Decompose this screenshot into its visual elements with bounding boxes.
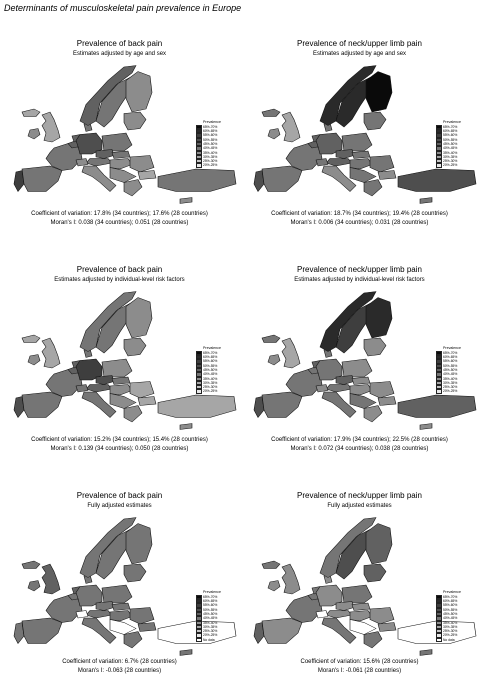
map-panel-6 (240, 452, 479, 678)
legend-label: 40%-45% (203, 146, 218, 151)
country-cyprus (420, 424, 432, 430)
country-greece (364, 180, 382, 197)
map-panel-1 (0, 0, 242, 226)
legend-label: 20%-25% (203, 163, 218, 168)
country-poland (102, 585, 132, 603)
prevalence-legend (196, 590, 221, 642)
country-iceland (22, 109, 40, 117)
stat-line: Coefficient of variation: 15.2% (34 countries); 15.4% (28 countries) (31, 437, 208, 443)
legend-label: 25%-30% (203, 159, 218, 164)
country-bulgaria (378, 171, 396, 180)
country-finland (366, 524, 392, 565)
legend-label: 35%-40% (203, 376, 218, 381)
country-uk (42, 112, 60, 142)
legend-label: 30%-35% (443, 154, 458, 159)
legend-title: Prevalence (443, 346, 461, 350)
legend-label: 60%-65% (443, 599, 458, 604)
country-czechia (96, 376, 114, 385)
country-iceland (262, 335, 280, 343)
stat-line: Moran's I: -0.063 (28 countries) (77, 668, 162, 674)
country-slovakia (112, 603, 130, 611)
panel-title: Prevalence of neck/upper limb pain (297, 265, 422, 274)
legend-label: 50%-55% (203, 607, 218, 612)
legend-label: 55%-60% (203, 133, 218, 138)
country-slovakia (352, 377, 370, 385)
country-poland (102, 359, 132, 377)
legend-label: 60%-65% (203, 355, 218, 360)
country-ireland (268, 355, 280, 366)
country-switzerland (316, 611, 328, 619)
country-uk (282, 564, 300, 594)
stat-line: Coefficient of variation: 17.9% (34 countries); 22.5% (28 countries) (271, 437, 448, 443)
prevalence-legend (436, 590, 461, 642)
country-balkans (350, 620, 376, 635)
country-iceland (262, 109, 280, 117)
country-romania (130, 382, 154, 399)
prevalence-legend (196, 120, 221, 168)
legend-label: 40%-45% (203, 616, 218, 621)
country-slovakia (112, 377, 130, 385)
country-cyprus (180, 198, 192, 204)
legend-label: 20%-25% (443, 633, 458, 638)
legend-label: 50%-55% (203, 363, 218, 368)
country-uk (42, 338, 60, 368)
country-turkey (158, 169, 236, 192)
country-romania (370, 156, 394, 173)
legend-label: 35%-40% (443, 150, 458, 155)
country-slovakia (352, 603, 370, 611)
stat-line: Moran's I: -0.061 (28 countries) (317, 668, 402, 674)
country-bulgaria (138, 397, 156, 406)
country-spain (22, 166, 62, 192)
country-austria (86, 159, 112, 167)
country-iceland (262, 561, 280, 569)
legend-title: Prevalence (443, 120, 461, 124)
legend-label: 30%-35% (203, 380, 218, 385)
country-spain (22, 392, 62, 418)
country-romania (130, 156, 154, 173)
legend-label: 45%-50% (203, 141, 218, 146)
stat-line: Coefficient of variation: 17.8% (34 countries); 17.6% (28 countries) (31, 211, 208, 217)
legend-label: 55%-60% (443, 603, 458, 608)
legend-swatch (436, 638, 442, 642)
country-switzerland (76, 385, 88, 393)
panel-subtitle: Estimates adjusted by age and sex (312, 51, 407, 57)
country-balkans (110, 168, 136, 183)
country-baltics (364, 564, 386, 582)
country-ireland (28, 129, 40, 140)
country-cyprus (180, 424, 192, 430)
legend-label: 25%-30% (443, 159, 458, 164)
country-baltics (364, 338, 386, 356)
country-turkey (158, 395, 236, 418)
legend-label: 55%-60% (203, 359, 218, 364)
legend-label: 45%-50% (203, 367, 218, 372)
country-baltics (124, 564, 146, 582)
legend-label: 35%-40% (443, 376, 458, 381)
country-baltics (124, 338, 146, 356)
panel-title: Prevalence of neck/upper limb pain (297, 491, 422, 500)
country-poland (342, 359, 372, 377)
country-balkans (350, 168, 376, 183)
legend-label: 40%-45% (443, 616, 458, 621)
legend-label: 35%-40% (443, 620, 458, 625)
legend-swatch (436, 389, 442, 393)
panel-stats (240, 658, 479, 676)
country-hungary (110, 611, 132, 622)
country-hungary (350, 611, 372, 622)
country-romania (370, 608, 394, 625)
legend-label: 60%-65% (443, 129, 458, 134)
country-hungary (110, 385, 132, 396)
legend-label: 45%-50% (443, 141, 458, 146)
country-finland (126, 298, 152, 339)
country-switzerland (316, 159, 328, 167)
legend-label: 60%-65% (203, 129, 218, 134)
stat-line: Coefficient of variation: 18.7% (34 countries); 19.4% (28 countries) (271, 211, 448, 217)
legend-label: 25%-30% (443, 385, 458, 390)
prevalence-legend (196, 346, 221, 394)
country-baltics (364, 112, 386, 130)
legend-entry (436, 389, 461, 393)
country-czechia (336, 376, 354, 385)
country-uk (282, 338, 300, 368)
country-greece (124, 632, 142, 649)
country-hungary (110, 159, 132, 170)
country-switzerland (76, 159, 88, 167)
legend-label: 65%-70% (443, 350, 458, 355)
country-uk (42, 564, 60, 594)
stat-line: Moran's I: 0.038 (34 countries); 0.051 (28 countries) (50, 220, 189, 226)
country-iceland (22, 335, 40, 343)
panel-subtitle: Fully adjusted estimates (87, 503, 152, 509)
stat-line: Moran's I: 0.006 (34 countries); 0.031 (28 countries) (290, 220, 429, 226)
legend-label: 40%-45% (443, 372, 458, 377)
legend-entry (196, 389, 221, 393)
map-panel-4 (240, 226, 479, 452)
map-panel-5 (0, 452, 239, 678)
country-bulgaria (138, 623, 156, 632)
legend-title: Prevalence (443, 590, 461, 594)
panel-title: Prevalence of back pain (76, 265, 163, 274)
country-poland (342, 133, 372, 151)
prevalence-legend (436, 120, 461, 168)
legend-label: 60%-65% (203, 599, 218, 604)
country-greece (124, 180, 142, 197)
country-bulgaria (378, 623, 396, 632)
legend-swatch (196, 638, 202, 642)
legend-label: 40%-45% (443, 146, 458, 151)
legend-label: 45%-50% (443, 367, 458, 372)
country-turkey (398, 395, 476, 418)
page-title: Determinants of musculoskeletal pain prevalence in Europe (4, 3, 242, 13)
country-finland (366, 298, 392, 339)
country-baltics (124, 112, 146, 130)
legend-label: 50%-55% (443, 137, 458, 142)
panel-title: Prevalence of back pain (76, 491, 163, 500)
country-bulgaria (378, 397, 396, 406)
country-ireland (28, 355, 40, 366)
legend-label: 35%-40% (203, 620, 218, 625)
country-slovakia (352, 151, 370, 159)
legend-title: Prevalence (203, 120, 221, 124)
country-greece (364, 406, 382, 423)
country-balkans (110, 394, 136, 409)
country-austria (86, 611, 112, 619)
legend-label: 25%-30% (203, 385, 218, 390)
legend-label: 20%-25% (203, 633, 218, 638)
stat-line: Coefficient of variation: 6.7% (28 countries) (62, 659, 177, 665)
country-ireland (28, 581, 40, 592)
legend-label: 30%-35% (203, 624, 218, 629)
country-cyprus (420, 198, 432, 204)
legend-label: 55%-60% (203, 603, 218, 608)
country-greece (364, 632, 382, 649)
country-romania (370, 382, 394, 399)
map-panel-3 (0, 226, 239, 452)
panel-subtitle: Estimates adjusted by individual-level risk factors (294, 277, 425, 283)
panel-title: Prevalence of neck/upper limb pain (297, 39, 422, 48)
legend-label: 45%-50% (443, 611, 458, 616)
legend-label: 50%-55% (203, 137, 218, 142)
legend-label: 30%-35% (203, 154, 218, 159)
legend-label: No data (203, 637, 215, 642)
country-balkans (350, 394, 376, 409)
legend-label: 55%-60% (443, 133, 458, 138)
country-austria (326, 159, 352, 167)
legend-label: 60%-65% (443, 355, 458, 360)
legend-entry (436, 163, 461, 167)
legend-title: Prevalence (203, 346, 221, 350)
legend-entry (196, 638, 221, 642)
country-uk (282, 112, 300, 142)
country-cyprus (180, 650, 192, 656)
legend-label: 20%-25% (203, 389, 218, 394)
country-romania (130, 608, 154, 625)
legend-swatch (196, 163, 202, 167)
legend-label: 50%-55% (443, 607, 458, 612)
legend-entry (196, 163, 221, 167)
country-czechia (96, 602, 114, 611)
map-panel-2 (240, 0, 479, 226)
legend-entry (436, 638, 461, 642)
legend-label: 35%-40% (203, 150, 218, 155)
panel-title: Prevalence of back pain (76, 39, 163, 48)
legend-label: 65%-70% (203, 124, 218, 129)
legend-label: 30%-35% (443, 624, 458, 629)
country-switzerland (76, 611, 88, 619)
stat-line: Moran's I: 0.072 (34 countries); 0.038 (28 countries) (290, 446, 429, 452)
country-spain (22, 618, 62, 644)
country-switzerland (316, 385, 328, 393)
legend-label: 55%-60% (443, 359, 458, 364)
country-austria (326, 385, 352, 393)
legend-label: 30%-35% (443, 380, 458, 385)
country-finland (126, 72, 152, 113)
country-slovakia (112, 151, 130, 159)
country-balkans (110, 620, 136, 635)
legend-swatch (436, 163, 442, 167)
country-hungary (350, 159, 372, 170)
legend-label: 25%-30% (443, 629, 458, 634)
country-spain (262, 618, 302, 644)
country-finland (126, 524, 152, 565)
country-austria (86, 385, 112, 393)
legend-title: Prevalence (203, 590, 221, 594)
legend-label: No data (443, 637, 455, 642)
panel-subtitle: Fully adjusted estimates (327, 503, 392, 509)
legend-label: 65%-70% (443, 124, 458, 129)
country-czechia (336, 602, 354, 611)
country-finland (366, 72, 392, 113)
country-ireland (268, 581, 280, 592)
country-bulgaria (138, 171, 156, 180)
prevalence-legend (436, 346, 461, 394)
country-poland (342, 585, 372, 603)
legend-label: 65%-70% (203, 350, 218, 355)
legend-label: 45%-50% (203, 611, 218, 616)
country-spain (262, 392, 302, 418)
country-cyprus (420, 650, 432, 656)
legend-label: 65%-70% (203, 594, 218, 599)
stat-line: Coefficient of variation: 15.6% (28 countries) (300, 659, 419, 665)
country-turkey (398, 169, 476, 192)
country-czechia (336, 150, 354, 159)
legend-label: 25%-30% (203, 629, 218, 634)
legend-label: 20%-25% (443, 389, 458, 394)
country-iceland (22, 561, 40, 569)
legend-label: 20%-25% (443, 163, 458, 168)
country-spain (262, 166, 302, 192)
legend-label: 50%-55% (443, 363, 458, 368)
country-czechia (96, 150, 114, 159)
panel-subtitle: Estimates adjusted by age and sex (72, 51, 167, 57)
country-hungary (350, 385, 372, 396)
country-poland (102, 133, 132, 151)
stat-line: Moran's I: 0.139 (34 countries); 0.050 (28 countries) (50, 446, 189, 452)
country-austria (326, 611, 352, 619)
country-greece (124, 406, 142, 423)
panel-stats (0, 658, 239, 676)
legend-label: 40%-45% (203, 372, 218, 377)
legend-label: 65%-70% (443, 594, 458, 599)
panel-subtitle: Estimates adjusted by individual-level risk factors (54, 277, 185, 283)
legend-swatch (196, 389, 202, 393)
country-ireland (268, 129, 280, 140)
